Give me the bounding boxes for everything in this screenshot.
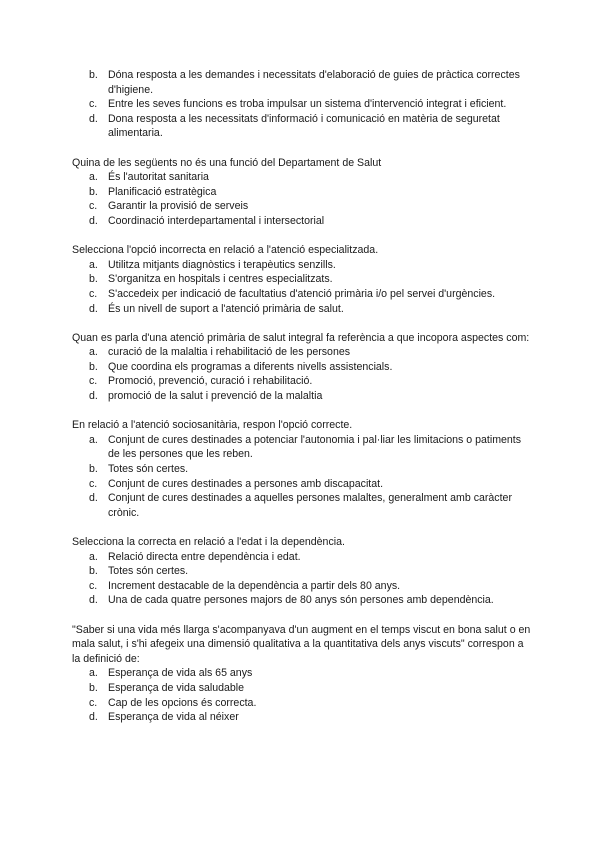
question-block bbox=[72, 156, 532, 229]
option-letter: c. bbox=[89, 375, 98, 388]
option-item bbox=[72, 389, 532, 404]
option-text: Esperança de vida saludable bbox=[108, 681, 245, 694]
question-block bbox=[72, 418, 532, 520]
option-item bbox=[72, 360, 532, 375]
option-item bbox=[72, 564, 532, 579]
option-letter: c. bbox=[89, 200, 98, 213]
option-list bbox=[72, 550, 532, 608]
option-item bbox=[72, 97, 532, 112]
option-item bbox=[72, 374, 532, 389]
option-text: curació de la malaltia i rehabilitació de les persones bbox=[108, 346, 351, 359]
option-list bbox=[72, 433, 532, 521]
option-text: Dona resposta a les necessitats d'informació i comunicació en matèria de seguretat alimentaria. bbox=[108, 112, 500, 140]
option-item bbox=[72, 666, 532, 681]
option-item bbox=[72, 185, 532, 200]
option-item bbox=[72, 112, 532, 141]
option-text: Cap de les opcions és correcta. bbox=[108, 696, 257, 709]
option-letter: a. bbox=[89, 550, 98, 563]
question-text: "Saber si una vida més llarga s'acompanyava d'un augment en el temps viscut en bona salut o en mala salut, i s'hi afegeix una dimensió qualitativa a la quantitativa dels anys viscuts" correspon a la definició de: bbox=[72, 623, 531, 665]
option-letter: c. bbox=[89, 287, 98, 300]
option-item bbox=[72, 579, 532, 594]
option-text: Promoció, prevenció, curació i rehabilitació. bbox=[108, 375, 313, 388]
option-item bbox=[72, 696, 532, 711]
option-letter: d. bbox=[89, 594, 98, 607]
option-letter: b. bbox=[89, 463, 98, 476]
question-text: Selecciona la correcta en relació a l'edat i la dependència. bbox=[72, 536, 345, 548]
option-letter: a. bbox=[89, 433, 98, 446]
option-list bbox=[72, 345, 532, 403]
option-letter: c. bbox=[89, 477, 98, 490]
option-item bbox=[72, 272, 532, 287]
option-letter: b. bbox=[89, 681, 98, 694]
option-list bbox=[72, 68, 532, 141]
option-letter: d. bbox=[89, 112, 98, 125]
option-text: Totes són certes. bbox=[108, 463, 189, 476]
option-item bbox=[72, 491, 532, 520]
option-item bbox=[72, 550, 532, 565]
option-text: Totes són certes. bbox=[108, 565, 189, 578]
option-item bbox=[72, 170, 532, 185]
option-item bbox=[72, 433, 532, 462]
option-letter: d. bbox=[89, 302, 98, 315]
question-text: Quina de les següents no és una funció del Departament de Salut bbox=[72, 156, 382, 169]
option-text: Esperança de vida als 65 anys bbox=[108, 667, 253, 680]
option-letter: d. bbox=[89, 390, 98, 403]
option-text: És un nivell de suport a l'atenció primària de salut. bbox=[108, 302, 344, 315]
option-item bbox=[72, 258, 532, 273]
option-text: Entre les seves funcions es troba impulsar un sistema d'intervenció integrat i eficient. bbox=[108, 98, 507, 111]
question-text: Selecciona l'opció incorrecta en relació a l'atenció especialitzada. bbox=[72, 244, 379, 257]
option-text: Garantir la provisió de serveis bbox=[108, 200, 249, 213]
question-block bbox=[72, 243, 532, 316]
option-letter: b. bbox=[89, 69, 98, 81]
option-text: promoció de la salut i prevenció de la malaltia bbox=[108, 390, 323, 403]
option-letter: b. bbox=[89, 185, 98, 198]
document-page bbox=[0, 68, 600, 725]
option-letter: d. bbox=[89, 711, 98, 724]
option-item bbox=[72, 681, 532, 696]
option-list bbox=[72, 666, 532, 724]
option-letter: d. bbox=[89, 492, 98, 505]
question-block bbox=[72, 535, 532, 608]
option-item bbox=[72, 462, 532, 477]
option-item bbox=[72, 199, 532, 214]
question-block-continuation bbox=[72, 68, 532, 141]
option-item bbox=[72, 68, 532, 97]
option-text: Coordinació interdepartamental i intersectorial bbox=[108, 214, 325, 227]
option-letter: c. bbox=[89, 696, 98, 709]
option-text: Conjunt de cures destinades a aquelles persones malaltes, generalment amb caràcter crònic. bbox=[108, 492, 512, 519]
option-letter: c. bbox=[89, 98, 98, 111]
option-text: Increment destacable de la dependència a partir dels 80 anys. bbox=[108, 579, 401, 592]
option-text: Dóna resposta a les demandes i necessitats d'elaboració de guies de pràctica correctes d'higiene. bbox=[108, 69, 520, 96]
option-text: Conjunt de cures destinades a potenciar l'autonomia i pal·liar les limitacions o patiments de les persones que les reben. bbox=[108, 433, 522, 461]
option-letter: d. bbox=[89, 214, 98, 227]
option-letter: b. bbox=[89, 360, 98, 373]
option-item bbox=[72, 477, 532, 492]
question-text: Quan es parla d'una atenció primària de salut integral fa referència a que incopora aspectes com: bbox=[72, 331, 530, 344]
option-letter: a. bbox=[89, 171, 98, 184]
option-list bbox=[72, 258, 532, 316]
option-letter: c. bbox=[89, 579, 98, 592]
question-text: En relació a l'atenció sociosanitària, respon l'opció correcte. bbox=[72, 419, 353, 432]
option-text: Una de cada quatre persones majors de 80 anys són persones amb dependència. bbox=[108, 594, 494, 607]
option-text: Relació directa entre dependència i edat. bbox=[108, 550, 301, 563]
option-text: Utilitza mitjants diagnòstics i terapèutics senzills. bbox=[108, 258, 336, 271]
option-item bbox=[72, 593, 532, 608]
option-text: S'organitza en hospitals i centres especialitzats. bbox=[108, 273, 333, 286]
option-item bbox=[72, 214, 532, 229]
question-block bbox=[72, 331, 532, 404]
option-text: És l'autoritat sanitaria bbox=[108, 171, 209, 184]
option-letter: a. bbox=[89, 667, 98, 680]
option-letter: a. bbox=[89, 258, 98, 271]
option-letter: a. bbox=[89, 346, 98, 359]
option-text: Que coordina els programas a diferents nivells assistencials. bbox=[108, 360, 393, 373]
option-item bbox=[72, 345, 532, 360]
option-text: S'accedeix per indicació de facultatius d'atenció primària i/o pel servei d'urgències. bbox=[108, 287, 496, 300]
option-letter: b. bbox=[89, 565, 98, 578]
option-text: Esperança de vida al néixer bbox=[108, 711, 239, 724]
option-letter: b. bbox=[89, 273, 98, 286]
option-text: Planificació estratègica bbox=[108, 185, 217, 198]
option-item bbox=[72, 287, 532, 302]
question-block bbox=[72, 623, 532, 725]
option-item bbox=[72, 302, 532, 317]
option-list bbox=[72, 170, 532, 228]
option-text: Conjunt de cures destinades a persones amb discapacitat. bbox=[108, 477, 384, 490]
option-item bbox=[72, 710, 532, 725]
